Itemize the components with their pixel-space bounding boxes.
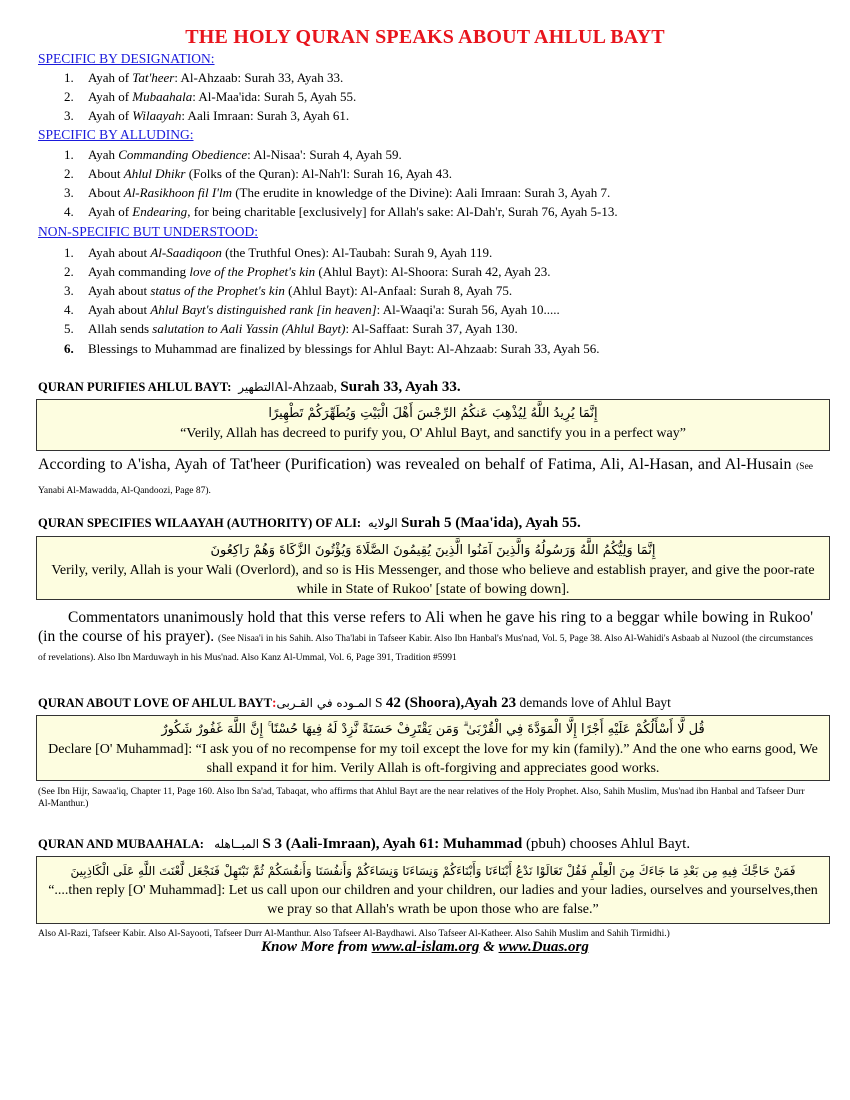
purify-heading: QURAN PURIFIES AHLUL BAYT: التطهيرAl-Ahzaab, Surah 33, Ayah 33. — [38, 379, 461, 395]
section-heading-designation: SPECIFIC BY DESIGNATION: — [38, 51, 215, 66]
mubaahala-footnote: Also Al-Razi, Tafseer Kabir. Also Al-Sayooti, Tafseer Durr Al-Manthur. Also Tafseer Al-Baydhawi. Also Tafseer Al-Katheer. Also Sahih Muslim and Sahih Tirmidhi.) — [38, 929, 670, 939]
list-item: 6. Blessings to Muhammad are finalized by blessings for Ahlul Bayt: Al-Ahzaab: Surah 33, Ayah 56. — [64, 341, 600, 356]
list-item: 2. Ayah commanding love of the Prophet's kin (Ahlul Bayt): Al-Shoora: Surah 42, Ayah 23. — [64, 264, 551, 279]
love-verse-box — [36, 715, 830, 781]
love-heading: QURAN ABOUT LOVE OF AHLUL BAYT:المـوده في القـربى S 42 (Shoora),Ayah 23 demands love of Ahlul Bayt — [38, 695, 671, 711]
arabic-verse: إِنَّمَا وَلِيُّكُمُ اللَّهُ وَرَسُولُهُ وَالَّذِينَ آمَنُوا الَّذِينَ يُقِيمُونَ الصَّلَاةَ وَيُؤْتُونَ الزَّكَاةَ وَهُمْ رَاكِعُونَ — [210, 543, 656, 558]
list-item: 4. Ayah about Ahlul Bayt's distinguished rank [in heaven]: Al-Waaqi'a: Surah 56, Ayah 10..... — [64, 302, 560, 317]
mubaahala-heading: QURAN AND MUBAAHALA: المبــاهله S 3 (Aali-Imraan), Ayah 61: Muhammad (pbuh) chooses Ahlul Bayt. — [38, 836, 691, 852]
list-item: 3. About Al-Rasikhoon fil I'lm (The erudite in knowledge of the Divine): Aali Imraan: Surah 3, Ayah 7. — [64, 185, 611, 200]
wilaayah-verse-box — [36, 536, 830, 600]
mubaahala-verse-box — [36, 856, 830, 924]
al-islam-link[interactable]: www.al-islam.org — [371, 939, 480, 955]
list-item: 5. Allah sends salutation to Aali Yassin (Ahlul Bayt): Al-Saffaat: Surah 37, Ayah 130. — [64, 321, 518, 336]
verse-translation: Verily, verily, Allah is your Wali (Overlord), and so is His Messenger, and those who believe and establish prayer, and give the poor-rate while in State of Rukoo' [state of bowing down]. — [51, 563, 815, 597]
list-item: 3. Ayah about status of the Prophet's kin (Ahlul Bayt): Al-Anfaal: Surah 8, Ayah 75. — [64, 283, 513, 298]
list-item: 1. Ayah of Tat'heer: Al-Ahzaab: Surah 33, Ayah 33. — [64, 70, 344, 85]
wilaayah-paragraph: Commentators unanimously hold that this verse refers to Ali when he gave his ring to a beggar while bowing in Rukoo' (in the course of his prayer). (See Nisaa'i in his Sahih. Also Tha'labi in Tafseer Kabir. Also Ibn Hanbal's Mus'nad, Vol. 5, Page 38. Also Al-Wahidi's Asbaab al Nuzool (the circumstances of revelations). Also Ibn Marduwayh in his Mus'nad. Also Kanz Al-Ummal, Vol. 6, Page 391, Tradition #5991 — [38, 609, 813, 663]
list-item: 2. Ayah of Mubaahala: Al-Maa'ida: Surah 5, Ayah 55. — [64, 89, 357, 104]
non-specific-list — [64, 243, 600, 358]
designation-list — [64, 68, 356, 125]
footer: Know More from www.al-islam.org & www.Duas.org — [261, 939, 589, 955]
section-heading-non-specific: NON-SPECIFIC BUT UNDERSTOOD: — [38, 224, 259, 239]
verse-translation: “Verily, Allah has decreed to purify you, O' Ahlul Bayt, and sanctify you in a perfect way” — [180, 426, 686, 441]
duas-link[interactable]: www.Duas.org — [498, 939, 589, 955]
alluding-list — [64, 145, 618, 221]
wilaayah-heading: QURAN SPECIFIES WILAAYAH (AUTHORITY) OF ALI: الولايه Surah 5 (Maa'ida), Ayah 55. — [38, 515, 581, 531]
purify-verse-box — [36, 399, 830, 451]
list-item: 1. Ayah about Al-Saadiqoon (the Truthful Ones): Al-Taubah: Surah 9, Ayah 119. — [64, 245, 493, 260]
section-heading-alluding: SPECIFIC BY ALLUDING: — [38, 127, 194, 142]
list-item: 1. Ayah Commanding Obedience: Al-Nisaa': Surah 4, Ayah 59. — [64, 147, 402, 162]
list-item: 2. About Ahlul Dhikr (Folks of the Quran): Al-Nah'l: Surah 16, Ayah 43. — [64, 166, 453, 181]
page-title: THE HOLY QURAN SPEAKS ABOUT AHLUL BAYT — [185, 26, 665, 48]
love-footnote: (See Ibn Hijr, Sawaa'iq, Chapter 11, Page 160. Also Ibn Sa'ad, Tabaqat, who affirms that Ahlul Bayt are the near relatives of the Holy Prophet. Also, Sahih Muslim, Mus'nad ibn Hanbal and Tafseer Durr Al-Manthur.) — [38, 787, 805, 809]
verse-translation: Declare [O' Muhammad]: “I ask you of no recompense for my toil except the love for my kin (family).” And the one who earns good, We shall expand it for him. Verily Allah is oft-forgiving and appreciates good works. — [48, 742, 818, 776]
arabic-verse: إِنَّمَا يُرِيدُ اللَّهُ لِيُذْهِبَ عَنكُمُ الرِّجْسَ أَهْلَ الْبَيْتِ وَيُطَهِّرَكُمْ تَطْهِيرًا — [268, 406, 598, 421]
verse-translation: “....then reply [O' Muhammad]: Let us call upon our children and your children, our ladies and your ladies, ourselves and yourselves,then we pray so that Allah's wrath be upon those who are false.” — [48, 883, 818, 917]
list-item: 4. Ayah of Endearing, for being charitable [exclusively] for Allah's sake: Al-Dah'r, Surah 76, Ayah 5-13. — [64, 204, 618, 219]
arabic-verse: قُل لَّا أَسْأَلُكُمْ عَلَيْهِ أَجْرًا إِلَّا الْمَوَدَّةَ فِي الْقُرْبَىٰ ۗ وَمَن يَقْتَرِفْ حَسَنَةً نَّزِدْ لَهُ فِيهَا حُسْنًا ۚ إِنَّ اللَّهَ غَفُورٌ شَكُورٌ — [161, 722, 705, 737]
list-item: 3. Ayah of Wilaayah: Aali Imraan: Surah 3, Ayah 61. — [64, 108, 350, 123]
purify-paragraph: According to A'isha, Ayah of Tat'heer (Purification) was revealed on behalf of Fatima, Ali, Al-Hasan, and Al-Husain (See Yanabi Al-Mawadda, Al-Qandoozi, Page 87). — [38, 456, 814, 496]
arabic-verse: فَمَنْ حَاجَّكَ فِيهِ مِن بَعْدِ مَا جَاءَكَ مِنَ الْعِلْمِ فَقُلْ تَعَالَوْا نَدْعُ أَبْنَاءَنَا وَأَبْنَاءَكُمْ وَنِسَاءَنَا وَنِسَاءَكُمْ وَأَنفُسَنَا وَأَنفُسَكُمْ ثُمَّ نَبْتَهِلْ فَنَجْعَل لَّعْنَتَ اللَّهِ عَلَى الْكَاذِبِينَ — [70, 864, 796, 878]
